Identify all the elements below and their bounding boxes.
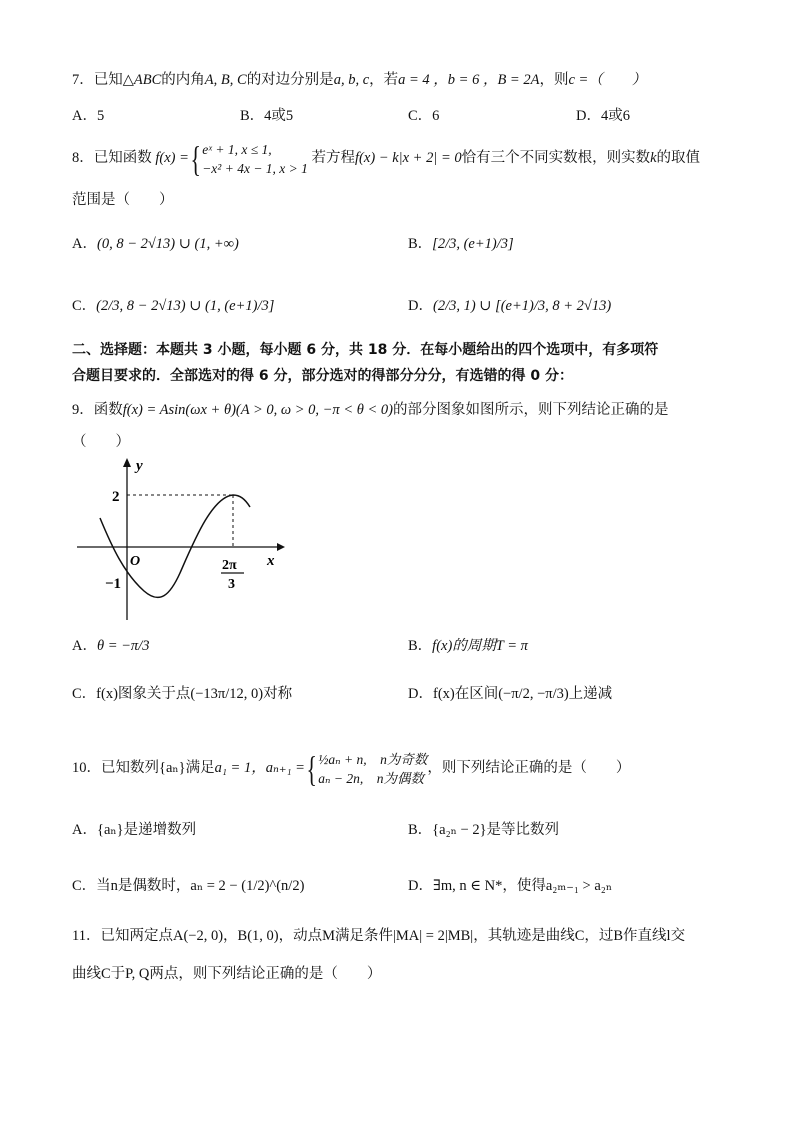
q9-sine-graph — [72, 455, 287, 625]
q7-option-a: A．5 — [72, 108, 105, 124]
q8-stem: 8．已知函数 f(x) ={ eˣ + 1, x ≤ 1, −x² + 4x − 1, x > 1 若方程f(x) − k|x + 2| = 0恰有三个不同实数根，则实数k的取值 — [72, 138, 701, 179]
x-axis-label: x — [267, 553, 275, 569]
q11-stem: 11．已知两定点A(−2, 0)，B(1, 0)，动点M满足条件|MA| = 2|MB|，其轨迹是曲线C，过B作直线l交 — [72, 928, 686, 944]
q9-option-b: B．f(x)的周期T = π — [408, 638, 528, 654]
x-axis-arrow — [277, 543, 285, 551]
q10-recurrence: ½aₙ + n, n为奇数 aₙ − 2n, n为偶数 — [318, 751, 428, 786]
q10-stem: 10．已知数列{aₙ}满足a₁ = 1，aₙ₊₁ ={ ½aₙ + n, n为奇数 aₙ − 2n, n为偶数 ，则下列结论正确的是（ ） — [72, 748, 631, 789]
q9-option-d: D．f(x)在区间(−π/2, −π/3)上递减 — [408, 686, 613, 702]
y-axis-arrow — [123, 458, 131, 467]
q9-paren: （ ） — [72, 434, 130, 450]
origin-label: O — [130, 554, 141, 569]
x-tick-denominator: 3 — [228, 577, 235, 592]
q7-option-b: B．4或5 — [240, 108, 294, 124]
x-tick-numerator: 2π — [222, 558, 237, 573]
q9-option-c: C．f(x)图象关于点(−13π/12, 0)对称 — [72, 686, 293, 702]
q10-option-d: D．∃m, n ∈ N*，使得a₂ₘ₋₁ > a₂ₙ — [408, 878, 613, 894]
q8-option-d: D．(2/3, 1) ∪ [(e+1)/3, 8 + 2√13) — [408, 298, 612, 314]
y-min-label: −1 — [105, 576, 122, 592]
section-2-heading-line2: 合题目要求的．全部选对的得 6 分，部分选对的得部分分分，有选错的得 0 分： — [72, 368, 573, 384]
q11-stem-line2: 曲线C于P, Q两点，则下列结论正确的是（ ） — [72, 966, 382, 982]
q8-option-a: A．(0, 8 − 2√13) ∪ (1, +∞) — [72, 236, 239, 252]
y-axis-label: y — [136, 458, 143, 474]
q7-option-d: D．4或6 — [576, 108, 630, 124]
q9-option-a: A．θ = −π/3 — [72, 638, 150, 654]
q8-piecewise: eˣ + 1, x ≤ 1, −x² + 4x − 1, x > 1 — [202, 141, 308, 176]
section-2-heading: 二、选择题：本题共 3 小题，每小题 6 分，共 18 分．在每小题给出的四个选项中，有多项符 — [72, 342, 659, 358]
y-max-label: 2 — [112, 489, 120, 505]
q8-option-b: B．[2/3, (e+1)/3] — [408, 236, 514, 252]
q7-option-c: C．6 — [408, 108, 440, 124]
q8-stem-line2: 范围是（ ） — [72, 192, 174, 208]
q7-stem: 7．已知△ABC的内角A, B, C的对边分别是a, b, c，若a = 4 ，b = 6 ，B = 2A，则c =（ ） — [72, 72, 647, 88]
q10-option-a: A．{aₙ}是递增数列 — [72, 822, 197, 838]
q10-option-b: B．{a₂ₙ − 2}是等比数列 — [408, 822, 560, 838]
q8-option-c: C．(2/3, 8 − 2√13) ∪ (1, (e+1)/3] — [72, 298, 275, 314]
q9-stem: 9．函数f(x) = Asin(ωx + θ)(A > 0, ω > 0, −π < θ < 0)的部分图象如图所示，则下列结论正确的是 — [72, 402, 669, 418]
q10-option-c: C．当n是偶数时，aₙ = 2 − (1/2)^(n/2) — [72, 878, 305, 894]
